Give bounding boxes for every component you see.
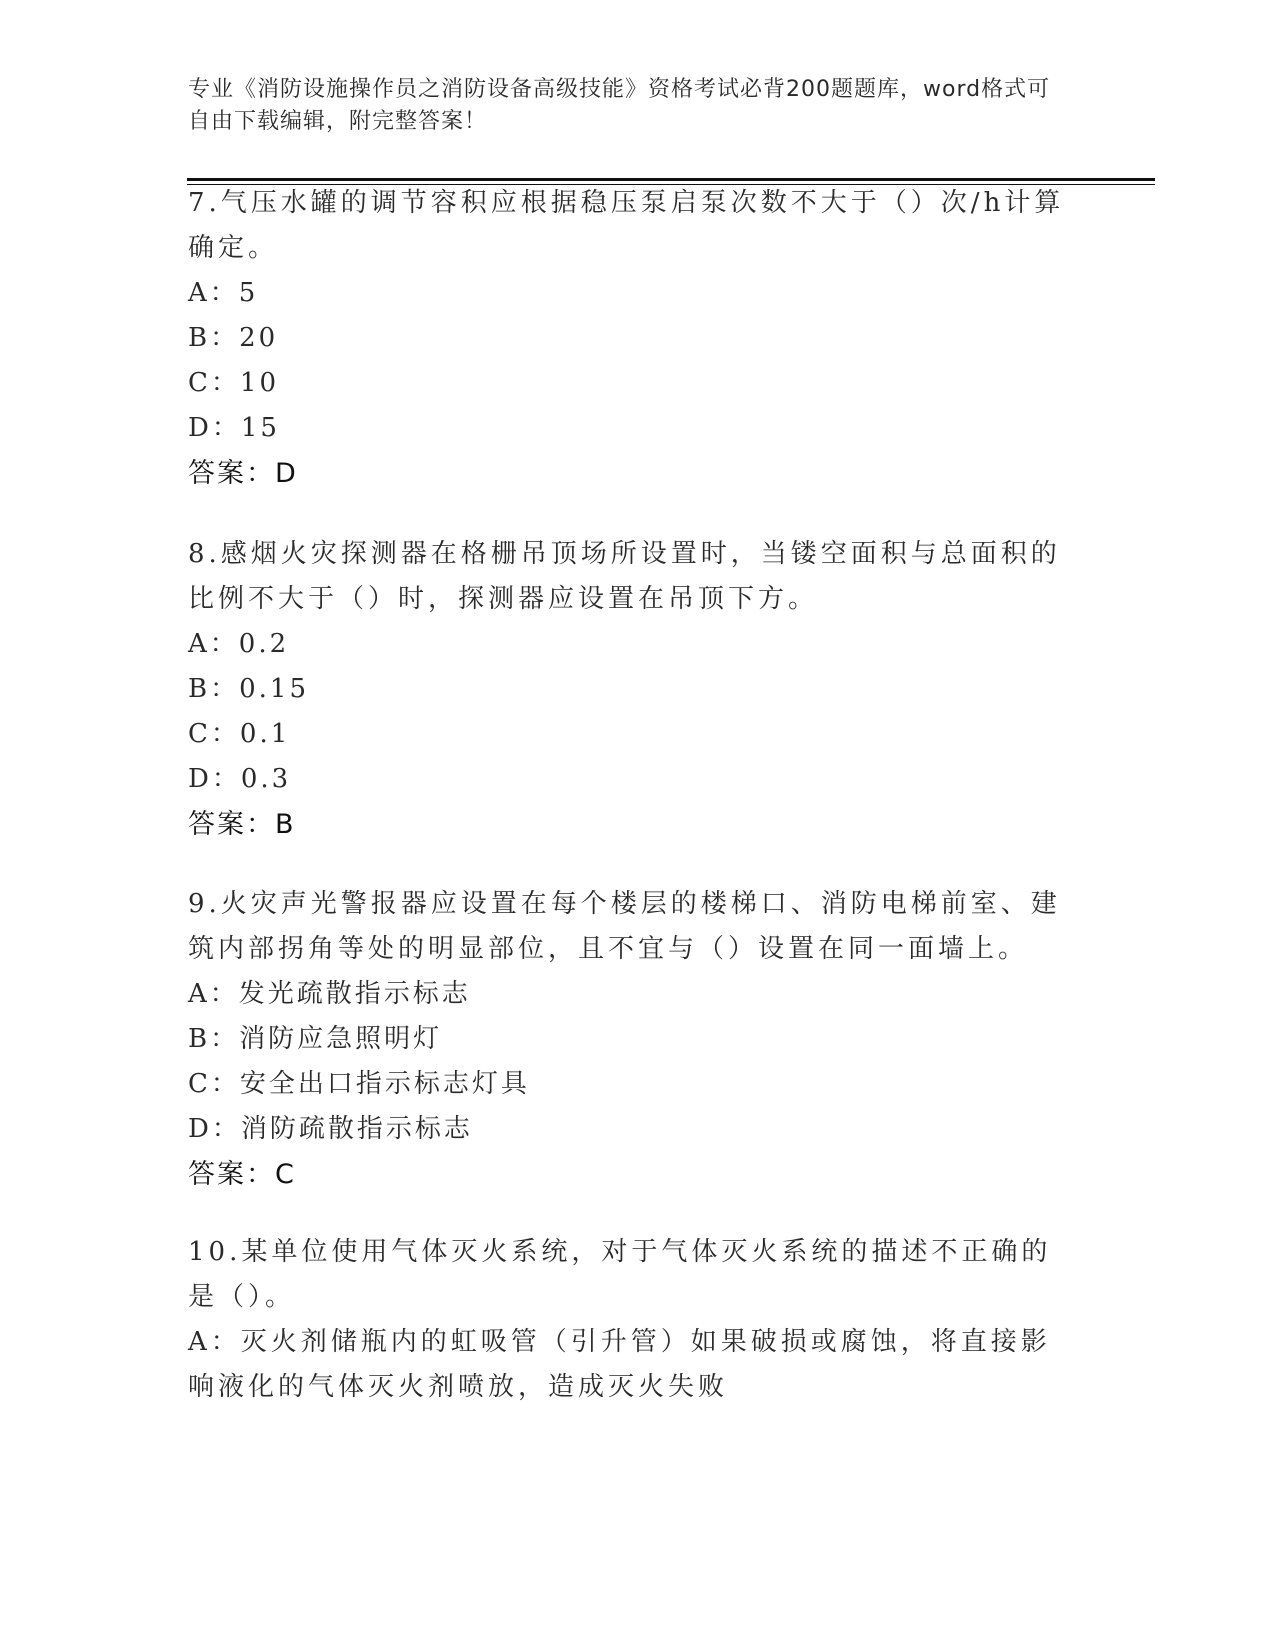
answer-label: 答案：D [188, 458, 298, 489]
option-letter: B： [188, 1024, 240, 1054]
option-text: 0.2 [238, 629, 290, 659]
document-header: 专业《消防设施操作员之消防设备高级技能》资格考试必背200题题库，word格式可自由下载编辑，附完整答案！ [188, 77, 1051, 134]
question-stem: 9.火灾声光警报器应设置在每个楼层的楼梯口、消防电梯前室、建筑内部拐角等处的明显部位，且不宜与（）设置在同一面墙上。 [188, 889, 1061, 964]
question-stem: 10.某单位使用气体灭火系统，对于气体灭火系统的描述不正确的是（）。 [188, 1237, 1052, 1312]
question-stem: 7.气压水罐的调节容积应根据稳压泵启泵次数不大于（）次/h计算确定。 [188, 188, 1065, 263]
option-text: 5 [238, 278, 259, 308]
option-b [188, 667, 1068, 712]
option-text: 0.1 [239, 719, 291, 749]
option-letter: D： [188, 1114, 241, 1144]
option-letter: D： [188, 764, 241, 794]
option-text: 20 [239, 323, 279, 353]
option-text: 安全出口指示标志灯具 [239, 1069, 530, 1099]
option-c [188, 712, 1068, 757]
option-letter: A： [188, 1327, 241, 1357]
option-letter: C： [188, 368, 240, 398]
option-letter: C： [188, 719, 240, 749]
question-stem: 8.感烟火灾探测器在格栅吊顶场所设置时，当镂空面积与总面积的比例不大于（）时，探测器应设置在吊顶下方。 [188, 539, 1061, 614]
question-8 [188, 532, 1068, 847]
question-10 [188, 1230, 1068, 1410]
option-text: 0.15 [239, 674, 309, 704]
option-a [188, 972, 1068, 1017]
option-letter: A： [188, 629, 239, 659]
option-text: 灭火剂储瓶内的虹吸管（引升管）如果破损或腐蚀，将直接影响液化的气体灭火剂喷放，造成灭火失败 [188, 1327, 1051, 1402]
option-a [188, 622, 1068, 667]
option-c [188, 361, 1068, 406]
answer-label: 答案：B [188, 809, 296, 840]
answer-label: 答案：C [188, 1159, 296, 1190]
option-text: 0.3 [240, 764, 292, 794]
option-d [188, 757, 1068, 802]
option-c [188, 1062, 1068, 1107]
option-text: 发光疏散指示标志 [238, 979, 471, 1009]
option-b [188, 316, 1068, 361]
option-text: 消防疏散指示标志 [240, 1114, 473, 1144]
option-a [188, 1320, 1068, 1410]
option-letter: A： [188, 979, 239, 1009]
option-text: 10 [239, 368, 279, 398]
option-text: 15 [240, 413, 280, 443]
option-text: 消防应急照明灯 [239, 1024, 443, 1054]
option-letter: B： [188, 323, 240, 353]
option-letter: A： [188, 278, 239, 308]
question-7 [188, 181, 1068, 496]
option-letter: C： [188, 1069, 240, 1099]
option-d [188, 1107, 1068, 1152]
option-letter: B： [188, 674, 240, 704]
option-d [188, 406, 1068, 451]
option-a [188, 271, 1068, 316]
option-letter: D： [188, 413, 241, 443]
option-b [188, 1017, 1068, 1062]
question-9 [188, 882, 1068, 1197]
